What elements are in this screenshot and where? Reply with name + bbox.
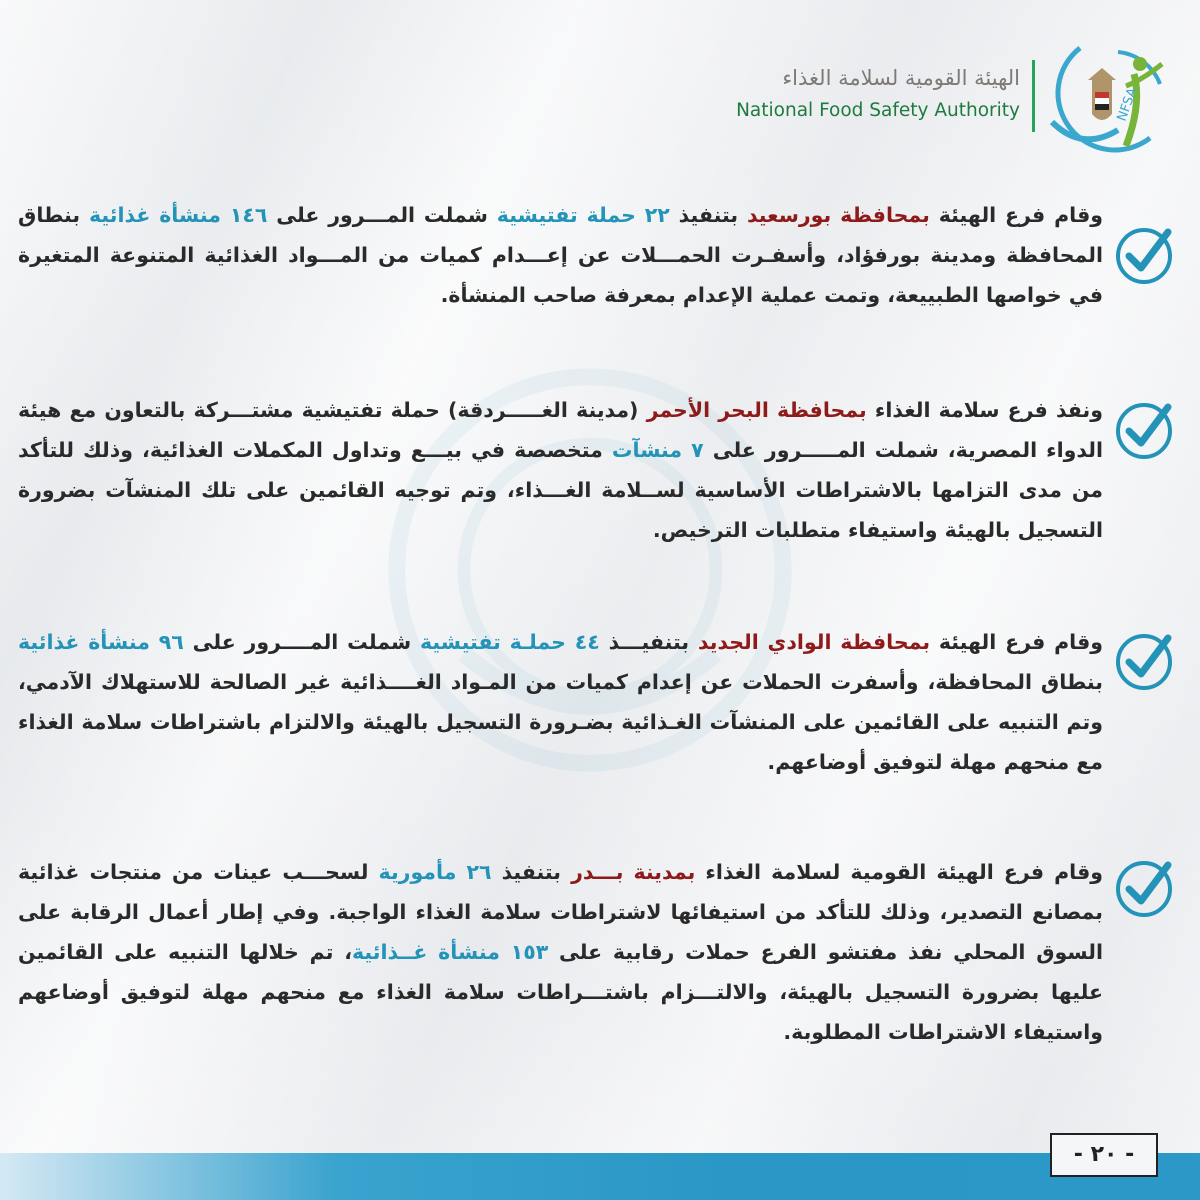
section-redsea <box>18 390 1103 550</box>
highlight-location: بمحافظة البحر الأحمر <box>646 398 867 422</box>
section-text <box>18 852 1103 1052</box>
highlight-figure: ٩٦ منشأة غذائية <box>18 630 184 654</box>
body-text: وقام فرع الهيئة <box>929 203 1104 227</box>
body-text: شملت المــــرور على <box>183 630 420 654</box>
highlight-figure: ٧ منشآت <box>611 438 704 462</box>
section-text <box>18 622 1103 782</box>
body-text: وقام فرع الهيئة القومية لسلامة الغذاء <box>695 860 1103 884</box>
body-text: (مدينة الغـــــردقة) حملة تفتيشية مشتـــركة بالتعاون مع هيئة الدواء المصرية، شملت المـــــرور على <box>18 398 1103 462</box>
section-text <box>18 390 1103 550</box>
highlight-location: بمحافظة بورسعيد <box>746 203 930 227</box>
nfsa-logo-icon <box>1022 34 1172 162</box>
page-number: - ٢٠ - <box>1050 1133 1158 1177</box>
section-newvalley <box>18 622 1103 782</box>
highlight-location: بمحافظة الوادي الجديد <box>697 630 931 654</box>
checkmark-circle-icon <box>1112 628 1176 692</box>
highlight-location: بمدينة بـــدر <box>571 860 696 884</box>
highlight-figure: ٢٦ مأمورية <box>378 860 492 884</box>
body-text: لسحـــب عينات من منتجات غذائية بمصانع التصدير، وذلك للتأكد من استيفائها لاشتراطات سلامة الغذاء الواجبة. وفي إطار أعمال الرقابة على السوق المحلي نفذ مفتشو الفرع حملات رقابية على <box>18 860 1103 964</box>
body-text: ونفذ فرع سلامة الغذاء <box>866 398 1103 422</box>
body-text: بنطاق المحافظة، وأسفرت الحملات عن إعدام كميات من المـواد الغــــذائية غير الصالحة للاستهلاك الآدمي، وتم التنبيه على القائمين على المنشآت الغـذائية بضـرورة التسجيل بالهيئة والالتزام باشتراطات سلامة الغذاء مع منحهم مهلة لتوفيق أوضاعهم. <box>18 670 1103 774</box>
section-badr <box>18 852 1103 1052</box>
body-text: بتنفيذ <box>669 203 747 227</box>
body-text: بنطاق المحافظة ومدينة بورفؤاد، وأسفـرت الحمـــلات عن إعـــدام كميات من المـــواد الغذائية المتنوعة المتغيرة في خواصها الطبييعة، وتمت عملية الإعدام بمعرفة صاحب المنشأة. <box>18 203 1103 307</box>
body-text: شملت المـــرور على <box>267 203 497 227</box>
highlight-figure: ١٥٣ منشأة غــذائية <box>351 940 549 964</box>
body-text: وقام فرع الهيئة <box>930 630 1103 654</box>
highlight-figure: ٤٤ حملـة تفتيشية <box>419 630 600 654</box>
checkmark-circle-icon <box>1112 397 1176 461</box>
body-text: بتنفيذ <box>491 860 572 884</box>
highlight-figure: ١٤٦ منشأة غذائية <box>88 203 268 227</box>
header-divider <box>1032 60 1035 132</box>
brand-arabic-name: الهيئة القومية لسلامة الغذاء <box>782 66 1020 90</box>
section-text <box>18 195 1103 315</box>
highlight-figure: ٢٢ حملة تفتيشية <box>496 203 670 227</box>
checkmark-circle-icon <box>1112 222 1176 286</box>
footer-bar <box>0 1153 1200 1200</box>
logo-abbrev: NFSA <box>1114 85 1141 124</box>
body-text: بتنفيـــذ <box>599 630 698 654</box>
body-text: متخصصة في بيـــع وتداول المكملات الغذائية، وذلك للتأكد من مدى التزامها بالاشتراطات الأساسية لســلامة الغـــذاء، وتم توجيه القائمين على تلك المنشآت بضرورة التسجيل بالهيئة واستيفاء متطلبات الترخيص. <box>18 438 1103 542</box>
body-text: ، تم خلالها التنبيه على القائمين عليها بضرورة التسجيل بالهيئة، والالتـــزام باشتـــراطات سلامة الغذاء مع منحهم مهلة لتوفيق أوضاعهم واستيفاء الاشتراطات المطلوبة. <box>18 940 1103 1044</box>
brand-english-name: National Food Safety Authority <box>736 100 1020 121</box>
section-portsaid <box>18 195 1103 315</box>
checkmark-circle-icon <box>1112 855 1176 919</box>
